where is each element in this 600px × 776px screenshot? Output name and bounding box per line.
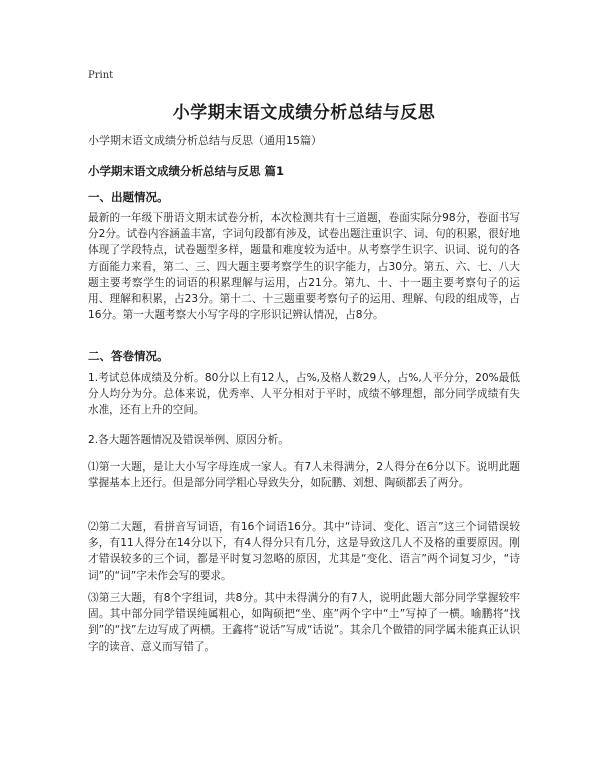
section-2-paragraph-5: ⑶第三大题，有8个字组词，共8分。其中未得满分的有7人，说明此题大部分同学掌握较牢固。其中部分同学错误纯属粗心，如陶硕把“坐、座”两个字中“土”写掉了一横。喻鹏将“找到”的“找”左边写成了两横。王鑫将“说话”写成“话说”。其余几个做错的同学属未能真正认识字的读音、意义而写错了。 — [88, 592, 520, 653]
section-1-paragraph: 最新的一年级下册语文期末试卷分析，本次检测共有十三道题，卷面实际分98分，卷面书写分2分。试卷内容涵盖丰富，字词句段都有涉及，试卷出题注重识字、词、句的积累，很好地体现了学段特点，试卷题型多样，题量和难度较为适中。从考察学生识字、识词、说句的各方面能力来看，第二、三、四大题主要考察学生的识字能力，占30分。第五、六、七、八大题主要考察学生的词语的积累理解与运用，占21分。第九、十、十一题主要考察句子的运用、理解和积累，占23分。第十二、十三题重要考察句子的运用、理解、句段的组成等，占16分。第一大题考察大小写字母的字形识记辨认情况，占8分。 — [88, 212, 520, 322]
section-2-paragraph-3: ⑴第一大题，是让大小写字母连成一家人。有7人未得满分，2人得分在6分以下。说明此题掌握基本上还行。但是部分同学粗心导致失分，如阮鹏、刘想、陶硕都丢了两分。 — [88, 461, 520, 490]
section-heading-2: 二、答卷情况。 — [88, 349, 169, 363]
section-2-paragraph-2: 2.各大题答题情况及错误举例、原因分析。 — [88, 434, 289, 446]
print-link[interactable]: Print — [88, 70, 114, 81]
article-heading: 小学期末语文成绩分析总结与反思 篇1 — [88, 164, 285, 178]
section-2-paragraph-1: 1.考试总体成绩及分析。80分以上有12人，占%,及格人数29人，占%,人平分分，20%最低分人均分为分。总体来说，优秀率、人平分相对于平时，成绩不够理想，部分同学成绩有失水准，还有上升的空间。 — [88, 372, 520, 417]
document-subtitle: 小学期末语文成绩分析总结与反思（通用15篇） — [88, 134, 322, 147]
section-heading-1: 一、出题情况。 — [88, 190, 169, 204]
section-2-paragraph-4: ⑵第二大题，看拼音写词语，有16个词语16分。其中“诗词、变化、语言”这三个词错误较多，有11人得分在14分以下，有4人得分只有几分，这是导致这几人不及格的重要原因。刚才错误较多的三个词，都是平时复习忽略的原因，尤其是“变化、语言”两个词复习少，“诗词”的“词”字未作会写的要求。 — [88, 521, 520, 582]
page-title: 小学期末语文成绩分析总结与反思 — [172, 103, 436, 123]
